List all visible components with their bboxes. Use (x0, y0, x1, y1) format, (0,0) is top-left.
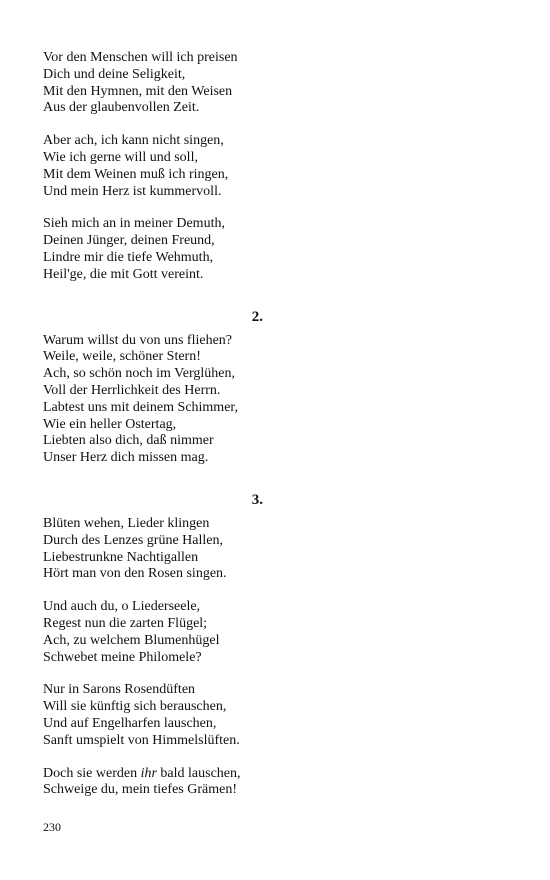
poem-line: Heil'ge, die mit Gott vereint. (43, 266, 204, 282)
poem-line: Deinen Jünger, deinen Freund, (43, 233, 215, 249)
poem-line: Mit den Hymnen, mit den Weisen (43, 83, 233, 99)
poem-line: Vor den Menschen will ich preisen (43, 50, 238, 65)
poem-line: Warum willst du von uns fliehen? (43, 332, 233, 348)
poem-line: Nur in Sarons Rosendüften (43, 682, 196, 698)
poem-line: Wie ich gerne will und soll, (43, 149, 198, 165)
poem-line: Dich und deine Seligkeit, (43, 66, 186, 82)
poem-line: Ach, so schön noch im Verglühen, (43, 366, 235, 382)
poem-line: Sanft umspielt von Himmelslüften. (43, 732, 240, 748)
stanza (43, 682, 263, 749)
poem-line: Aus der glaubenvollen Zeit. (43, 100, 200, 116)
poem-text (43, 50, 263, 799)
stanza (43, 516, 263, 583)
poem-line: Liebten also dich, daß nimmer (43, 433, 214, 449)
poem-line: Weile, weile, schöner Stern! (43, 349, 201, 365)
stanza (43, 216, 263, 283)
stanza (43, 599, 263, 666)
poem-line: Schwebet meine Philomele? (43, 649, 202, 665)
poem-line: Durch des Lenzes grüne Hallen, (43, 532, 223, 548)
section-number: 3. (251, 491, 263, 508)
stanza (43, 333, 263, 467)
page-number: 230 (43, 820, 61, 834)
poem-line: Regest nun die zarten Flügel; (43, 615, 208, 631)
poem-line: Unser Herz dich missen mag. (43, 450, 209, 466)
section-number: 2. (251, 308, 263, 325)
stanza (43, 50, 263, 117)
poem-line: Voll der Herrlichkeit des Herrn. (43, 382, 221, 398)
poem-line: Sieh mich an in meiner Demuth, (43, 216, 225, 232)
poem-line: Und mein Herz ist kummervoll. (43, 183, 222, 199)
stanza (43, 133, 263, 200)
poem-line: Will sie künftig sich berauschen, (43, 699, 227, 715)
poem-line: Schweige du, mein tiefes Grämen! (43, 782, 237, 798)
poem-line: Labtest uns mit deinem Schimmer, (43, 399, 239, 415)
poem-line: Liebestrunkne Nachtigallen (43, 549, 199, 565)
poem-line: Doch sie werden ihr bald lauschen, (43, 765, 241, 781)
poem-line: Lindre mir die tiefe Wehmuth, (43, 249, 214, 265)
poem-line: Blüten wehen, Lieder klingen (43, 515, 210, 531)
poem-line: Und auf Engelharfen lauschen, (43, 715, 217, 731)
poem-line: Ach, zu welchem Blumenhügel (43, 632, 220, 648)
poem-line: Aber ach, ich kann nicht singen, (43, 133, 224, 149)
poem-line: Wie ein heller Ostertag, (43, 416, 177, 432)
poem-line: Mit dem Weinen muß ich ringen, (43, 166, 229, 182)
poem-line: Und auch du, o Liederseele, (43, 599, 201, 615)
poem-line: Hört man von den Rosen singen. (43, 566, 227, 582)
stanza (43, 766, 263, 800)
